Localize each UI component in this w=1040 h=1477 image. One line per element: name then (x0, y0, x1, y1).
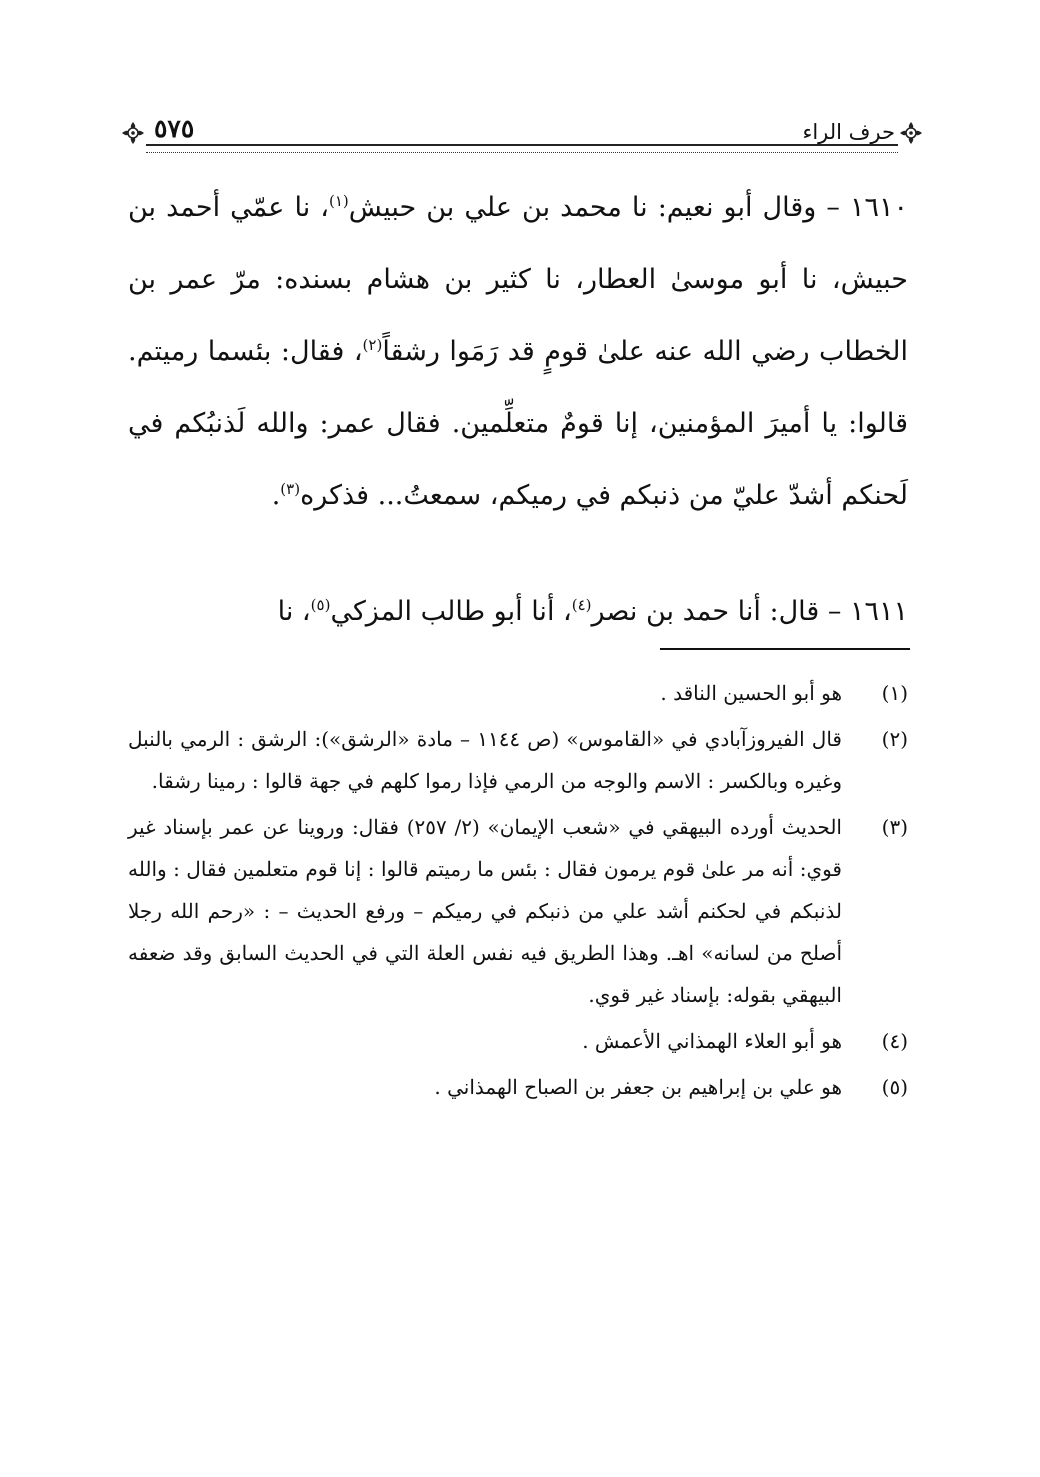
paragraph-text: ١٦١١ – قال: أنا حمد بن نصر (591, 596, 908, 627)
paragraph-text: ، أنا أبو طالب المزكي (330, 596, 572, 627)
footnote-text: هو علي بن إبراهيم بن جعفر بن الصباح الهمذاني . (434, 1075, 842, 1099)
footnote-ref: (٣) (280, 480, 301, 498)
page-header (120, 100, 920, 150)
floral-ornament-icon (898, 120, 924, 146)
chapter-title: حرف الراء (802, 120, 895, 144)
page-number: ٥٧٥ (154, 114, 195, 143)
footnote-text: هو أبو الحسين الناقد . (660, 681, 842, 705)
footnote-number: (٢) (881, 727, 908, 751)
footnote-text: هو أبو العلاء الهمذاني الأعمش . (582, 1029, 842, 1053)
footnote-number: (٣) (881, 815, 908, 839)
footnote-ref: (٤) (571, 596, 592, 614)
main-text (128, 172, 908, 648)
footnote-ref: (١) (329, 192, 349, 210)
footnote-ref: (٢) (362, 336, 383, 354)
paragraph-text: ، فقال: بئسما رميتم. قالوا: يا أميرَ المؤمنين، إنا قومٌ متعلِّمين. فقال عمر: والله لَذنبُكم في لَحنكم أشدّ عليّ من ذنبكم في رميكم، سمعتُ... فذكره (128, 336, 908, 511)
footnote-number: (٤) (881, 1029, 908, 1053)
footnote-item (128, 672, 908, 714)
footnote-number: (٥) (881, 1075, 908, 1099)
footnote-separator (660, 648, 910, 650)
floral-ornament-icon (120, 120, 146, 146)
footnote-item (128, 806, 908, 1016)
hadith-paragraph (128, 576, 908, 648)
footnotes (128, 672, 908, 1112)
hadith-paragraph (128, 172, 908, 532)
paragraph-text: ، نا عمّي أحمد بن حبيش، نا أبو موسىٰ العطار، نا كثير بن هشام بسنده: مرّ عمر بن الخطاب رضي الله عنه علىٰ قومٍ قد رَمَوا رشقاً (128, 192, 909, 367)
footnote-item (128, 1066, 908, 1108)
paragraph-text: . (271, 480, 281, 511)
footnote-text: الحديث أورده البيهقي في «شعب الإيمان» (٢/ ٢٥٧) فقال: وروينا عن عمر بإسناد غير قوي: أنه مر علىٰ قوم يرمون فقال : بئس ما رميتم قالوا : إنا قوم متعلمين فقال : والله لذنبكم في لحكنم أشد علي من ذنبكم في رميكم – ورفع الحديث – : «رحم الله رجلا أصلح من لسانه» اهـ. وهذا الطريق فيه نفس العلة التي في الحديث السابق وقد ضعفه البيهقي بقوله: بإسناد غير قوي. (128, 815, 842, 1007)
header-rule (146, 144, 898, 153)
paragraph-text: ١٦١٠ – وقال أبو نعيم: نا محمد بن علي بن حبيش (348, 192, 908, 223)
footnote-item (128, 1020, 908, 1062)
footnote-item (128, 718, 908, 802)
footnote-number: (١) (881, 681, 908, 705)
footnote-text: قال الفيروزآبادي في «القاموس» (ص ١١٤٤ – مادة «الرشق»): الرشق : الرمي بالنبل وغيره وبالكسر : الاسم والوجه من الرمي فإذا رموا كلهم في جهة قالوا : رمينا رشقا. (128, 727, 842, 793)
paragraph-text: ، نا (277, 596, 311, 627)
footnote-ref: (٥) (310, 596, 331, 614)
